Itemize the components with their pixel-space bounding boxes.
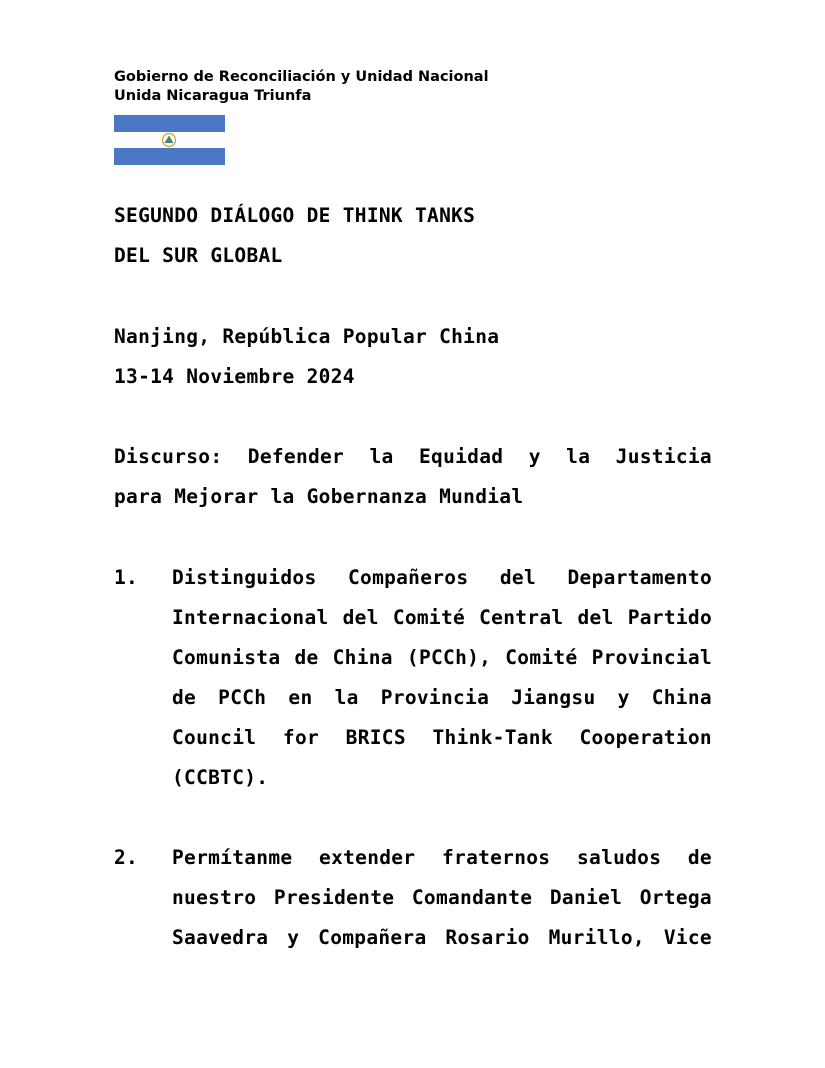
paragraph-word: del <box>499 566 537 589</box>
paragraph-word: Central <box>479 606 564 629</box>
event-title <box>114 196 475 276</box>
paragraph-word: de <box>172 686 197 709</box>
paragraph-word: Comunista <box>172 646 281 669</box>
paragraph-line <box>172 638 712 678</box>
numbered-paragraph-1 <box>172 558 712 798</box>
paragraph-word: saludos <box>576 846 662 869</box>
paragraph-word: Comité <box>392 606 466 629</box>
paragraph-line <box>172 678 712 718</box>
paragraph-word: Murillo, <box>548 926 645 949</box>
paragraph-word: de <box>687 846 712 869</box>
speech-word: la <box>566 445 591 468</box>
paragraph-word: Vice <box>663 926 712 949</box>
paragraph-word: Council <box>172 726 257 749</box>
paragraph-line <box>172 598 712 638</box>
speech-word: Justicia <box>615 445 712 468</box>
speech-word: y <box>528 445 541 468</box>
flag-bottom-band <box>114 148 225 165</box>
paragraph-word: Partido <box>627 606 712 629</box>
speech-word: Defender <box>247 445 345 468</box>
paragraph-word: Ortega <box>639 886 712 909</box>
paragraph-word: y <box>617 686 630 709</box>
location-place: Nanjing, República Popular China <box>114 325 500 348</box>
paragraph-word: Permítanme <box>172 846 293 869</box>
paragraph-word: Compañeros <box>347 566 469 589</box>
paragraph-word: Jiangsu <box>511 686 596 709</box>
paragraph-word: PCCh <box>218 686 267 709</box>
paragraph-word: China <box>332 646 393 669</box>
paragraph-word: de <box>294 646 319 669</box>
paragraph-word: Comandante <box>411 886 533 909</box>
event-title-line-2: DEL SUR GLOBAL <box>114 244 283 267</box>
paragraph-word: Provincial <box>591 646 712 669</box>
paragraph-word: (CCBTC). <box>172 766 269 789</box>
government-slogan: Unida Nicaragua Triunfa <box>114 88 312 104</box>
paragraph-word: y <box>287 926 300 949</box>
paragraph-word: Compañera <box>318 926 427 949</box>
paragraph-word: la <box>334 686 359 709</box>
paragraph-word: Departamento <box>567 566 712 589</box>
paragraph-word: for <box>282 726 320 749</box>
paragraph-word: Daniel <box>549 886 623 909</box>
paragraph-word: Presidente <box>273 886 395 909</box>
paragraph-word: China <box>651 686 712 709</box>
flag-top-band <box>114 115 225 132</box>
paragraph-word: BRICS <box>345 726 406 749</box>
paragraph-word: extender <box>319 846 416 869</box>
government-header <box>114 68 489 106</box>
paragraph-line <box>172 758 712 798</box>
paragraph-word: Comité <box>505 646 578 669</box>
paragraph-line <box>172 878 712 918</box>
paragraph-line <box>172 918 712 958</box>
item-number-1: 1. <box>114 566 139 589</box>
paragraph-word: Internacional <box>172 606 329 629</box>
paragraph-word: Rosario <box>445 926 530 949</box>
speech-title-line-1 <box>114 437 712 477</box>
paragraph-word: Think-Tank <box>432 726 553 749</box>
paragraph-word: Provincia <box>380 686 490 709</box>
speech-word: la <box>369 445 394 468</box>
government-name: Gobierno de Reconciliación y Unidad Nacional <box>114 69 489 85</box>
paragraph-word: Cooperation <box>579 726 712 749</box>
item-number-2: 2. <box>114 846 139 869</box>
speech-title-line-2: para Mejorar la Gobernanza Mundial <box>114 485 524 508</box>
paragraph-line <box>172 718 712 758</box>
speech-word: Discurso: <box>114 445 223 468</box>
paragraph-word: nuestro <box>172 886 257 909</box>
coat-of-arms-icon <box>161 132 177 148</box>
event-title-line-1: SEGUNDO DIÁLOGO DE THINK TANKS <box>114 204 476 227</box>
numbered-paragraph-2 <box>172 838 712 958</box>
speech-title <box>114 437 712 517</box>
paragraph-word: (PCCh), <box>406 646 492 669</box>
paragraph-line <box>172 558 712 598</box>
event-location <box>114 317 499 397</box>
paragraph-word: Saavedra <box>172 926 269 949</box>
paragraph-word: en <box>288 686 313 709</box>
paragraph-word: fraternos <box>441 846 551 869</box>
location-date: 13-14 Noviembre 2024 <box>114 365 355 388</box>
paragraph-word: del <box>342 606 379 629</box>
paragraph-word: Distinguidos <box>172 566 317 589</box>
paragraph-word: del <box>577 606 614 629</box>
nicaragua-flag-icon <box>114 115 225 165</box>
paragraph-line <box>172 838 712 878</box>
speech-word: Equidad <box>419 445 504 468</box>
